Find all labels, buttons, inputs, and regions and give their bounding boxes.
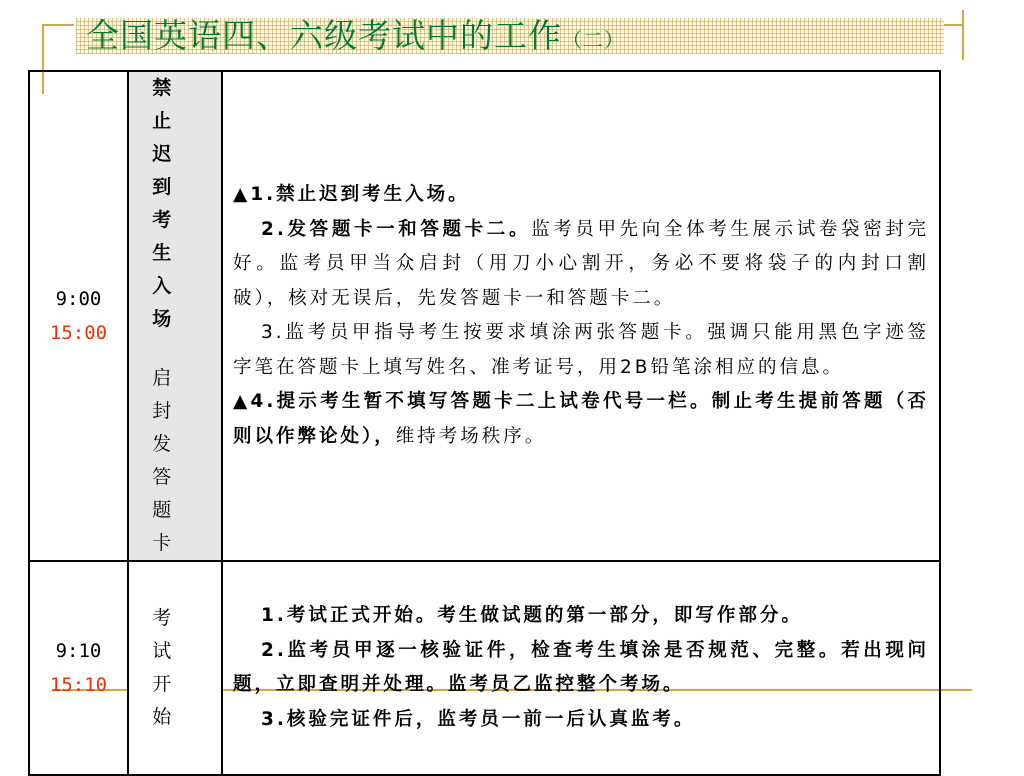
stage-line: 启封 [152, 367, 176, 422]
top-right-vertical-line [962, 10, 964, 60]
schedule-table [28, 70, 941, 776]
title-main: 全国英语四、六级考试中的工作 [86, 16, 562, 55]
stage-cell [128, 561, 222, 775]
triangle-marker-icon: ▲ [233, 184, 251, 205]
time-cell [29, 561, 128, 775]
stage-label [152, 72, 198, 560]
triangle-marker-icon: ▲ [233, 391, 251, 412]
stage-line: 题卡 [152, 499, 176, 554]
stage-line: 迟到 [152, 143, 176, 198]
stage-label [152, 602, 198, 734]
stage-line: 考生 [152, 209, 176, 264]
content-item: 3.核验完证件后，监考员一前一后认真监考。 [261, 708, 696, 730]
stage-line: 入场 [152, 275, 176, 330]
time-afternoon: 15:00 [49, 322, 108, 344]
top-left-horizontal-line [42, 24, 74, 26]
title-suffix: （二） [562, 28, 625, 52]
table-row [29, 71, 940, 561]
content-cell [222, 71, 940, 561]
table-row [29, 561, 940, 775]
slide-title [86, 16, 625, 56]
stage-cell [128, 71, 222, 561]
content-item: 3.监考员甲指导考生按要求填涂两张答题卡。强调只能用黑色字迹签字笔在答题卡上填写姓名、准考证号，用2B铅笔涂相应的信息。 [233, 322, 929, 378]
content-item: 2.监考员甲逐一核验证件，检查考生填涂是否规范、完整。若出现问题，立即查明并处理。监考员乙监控整个考场。 [233, 639, 929, 695]
stage-line: 禁止 [152, 77, 176, 132]
time-morning: 9:00 [55, 288, 102, 310]
time-cell [29, 71, 128, 561]
top-right-horizontal-line [944, 24, 964, 26]
time-afternoon: 15:10 [49, 674, 108, 696]
stage-line: 开始 [152, 673, 176, 728]
content-cell [222, 561, 940, 775]
stage-line: 发答 [152, 433, 176, 488]
content-item: ▲1.禁止迟到考生入场。 [233, 184, 470, 205]
stage-line: 考试 [152, 607, 176, 662]
time-morning: 9:10 [55, 640, 102, 662]
content-item: ▲4.提示考生暂不填写答题卡二上试卷代号一栏。制止考生提前答题（否则以作弊论处），维持考场秩序。 [233, 391, 929, 447]
content-item: 1.考试正式开始。考生做试题的第一部分，即写作部分。 [261, 605, 803, 626]
content-item: 2.发答题卡一和答题卡二。监考员甲先向全体考生展示试卷袋密封完好。监考员甲当众启封（用刀小心割开，务必不要将袋子的内封口割破），核对无误后，先发答题卡一和答题卡二。 [233, 218, 929, 309]
